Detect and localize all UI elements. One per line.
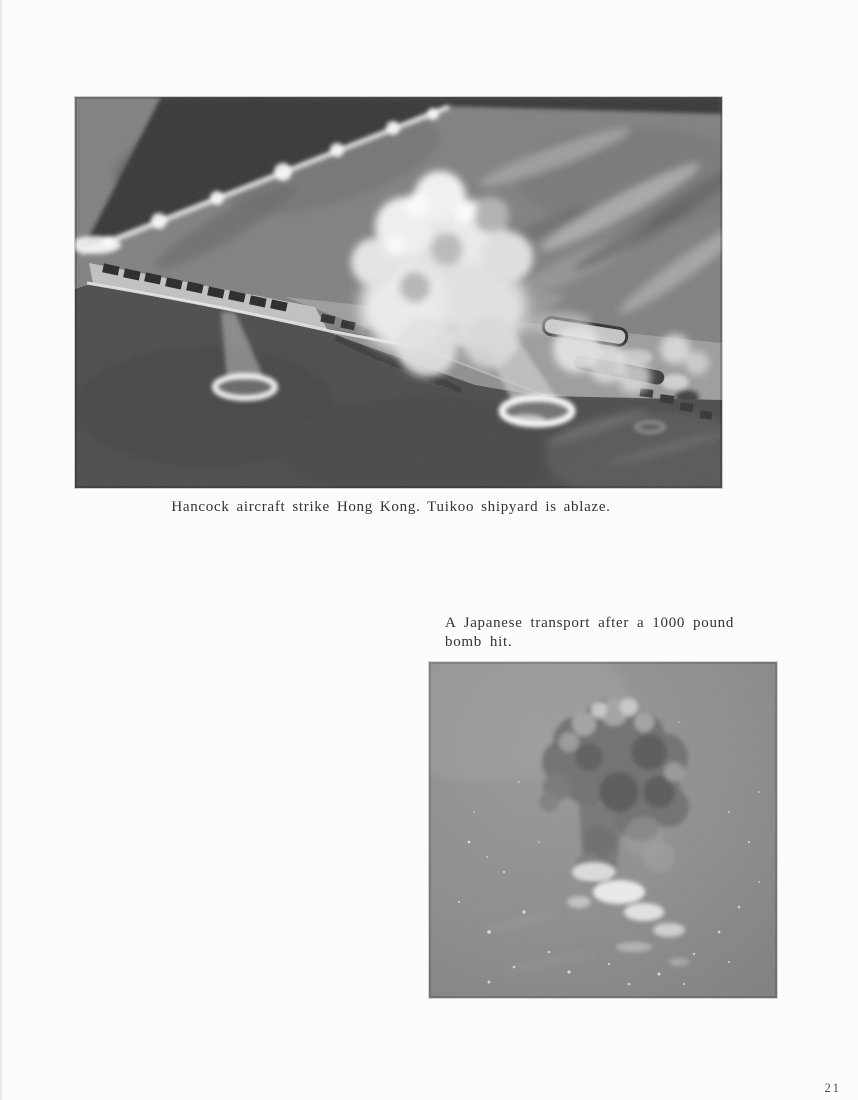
caption-line: A Japanese transport after a 1000 pound xyxy=(445,615,735,631)
caption-hong-kong-strike: Hancock aircraft strike Hong Kong. Tuikoo shipyard is ablaze. xyxy=(171,499,611,515)
caption-line: bomb hit. xyxy=(445,634,513,650)
hong-kong-strike-image xyxy=(75,97,722,488)
photo-japanese-transport xyxy=(429,662,777,998)
page-number: 21 xyxy=(824,1081,841,1095)
transport-explosion-image xyxy=(429,662,777,998)
caption-japanese-transport xyxy=(445,614,785,652)
photo-hong-kong-strike xyxy=(75,97,722,488)
